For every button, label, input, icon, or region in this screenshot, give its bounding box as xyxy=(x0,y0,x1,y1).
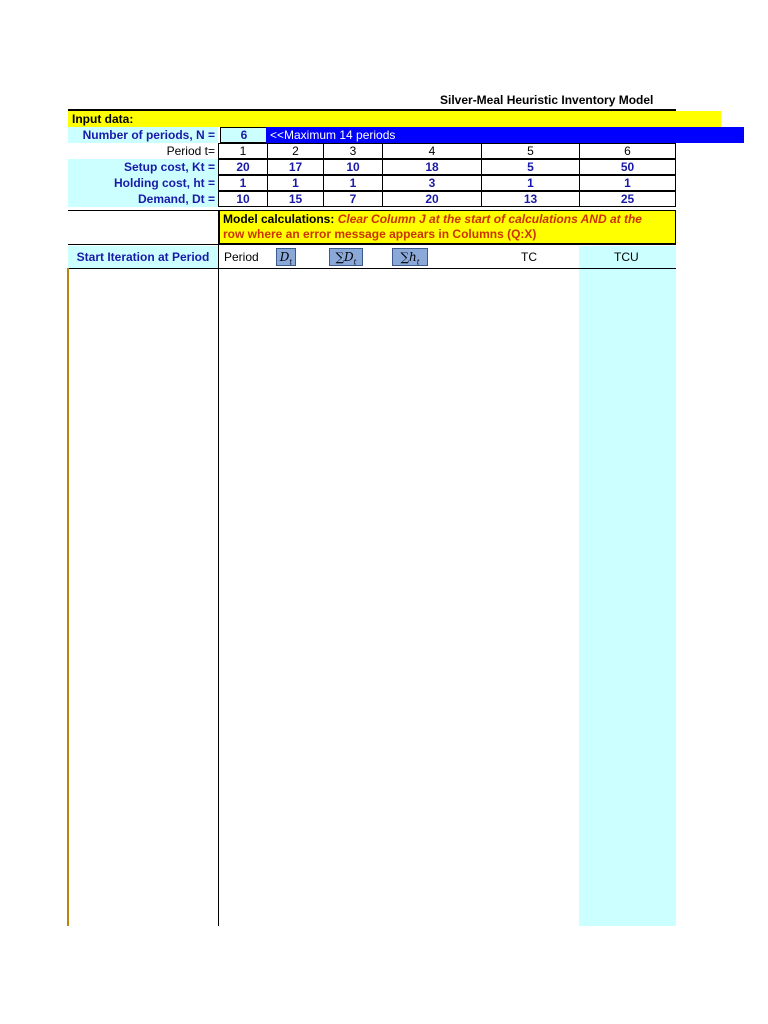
n-input[interactable]: 6 xyxy=(220,127,268,143)
demand-row xyxy=(68,191,676,207)
setup-label: Setup cost, Kt = xyxy=(68,159,218,175)
period-cell: 1 xyxy=(218,143,268,159)
holding-input[interactable]: 1 xyxy=(323,175,383,191)
setup-input[interactable]: 10 xyxy=(323,159,383,175)
demand-input[interactable]: 13 xyxy=(481,191,580,207)
max-periods-note: <<Maximum 14 periods xyxy=(266,127,744,143)
demand-input[interactable]: 10 xyxy=(218,191,268,207)
model-calculations-note xyxy=(219,210,676,244)
n-row xyxy=(68,127,676,143)
left-border xyxy=(67,268,69,926)
period-cell: 5 xyxy=(481,143,580,159)
holding-input[interactable]: 1 xyxy=(579,175,676,191)
divider xyxy=(68,268,676,269)
demand-input[interactable]: 7 xyxy=(323,191,383,207)
demand-label: Demand, Dt = xyxy=(68,191,218,207)
holding-input[interactable]: 1 xyxy=(267,175,324,191)
demand-input[interactable]: 15 xyxy=(267,191,324,207)
holding-row xyxy=(68,175,676,191)
start-iteration-header: Start Iteration at Period xyxy=(68,246,218,268)
setup-input[interactable]: 20 xyxy=(218,159,268,175)
sum-h-symbol: $\sum h_t$ xyxy=(392,248,428,266)
column-divider xyxy=(218,210,219,926)
demand-input[interactable]: 20 xyxy=(382,191,482,207)
period-header: Period xyxy=(224,250,259,264)
dt-symbol: $D_t$ xyxy=(276,248,296,266)
n-label: Number of periods, N = xyxy=(68,127,218,143)
setup-input[interactable]: 18 xyxy=(382,159,482,175)
calc-instruction: Clear Column J at the start of calculations AND at the xyxy=(337,212,642,226)
input-data-band xyxy=(68,111,721,127)
period-cell: 2 xyxy=(267,143,324,159)
tc-header: TC xyxy=(521,250,537,264)
input-data-label: Input data: xyxy=(72,112,134,126)
setup-input[interactable]: 5 xyxy=(481,159,580,175)
holding-input[interactable]: 3 xyxy=(382,175,482,191)
calc-label: Model calculations: xyxy=(223,212,335,226)
period-label: Period t= xyxy=(166,144,215,158)
period-row xyxy=(68,143,676,159)
tcu-header: TCU xyxy=(614,250,639,264)
calc-instruction-2: row where an error message appears in Columns (Q:X) xyxy=(223,227,537,241)
divider xyxy=(68,244,676,245)
holding-input[interactable]: 1 xyxy=(218,175,268,191)
tcu-column xyxy=(579,246,676,926)
sum-d-symbol: $\sum D_t$ xyxy=(329,248,363,266)
setup-row xyxy=(68,159,676,175)
divider xyxy=(68,210,219,211)
period-cell: 3 xyxy=(323,143,383,159)
setup-input[interactable]: 17 xyxy=(267,159,324,175)
demand-input[interactable]: 25 xyxy=(579,191,676,207)
setup-input[interactable]: 50 xyxy=(579,159,676,175)
period-cell: 4 xyxy=(382,143,482,159)
holding-label: Holding cost, ht = xyxy=(68,175,218,191)
holding-input[interactable]: 1 xyxy=(481,175,580,191)
period-cell: 6 xyxy=(579,143,676,159)
model-title: Silver-Meal Heuristic Inventory Model xyxy=(440,93,654,107)
